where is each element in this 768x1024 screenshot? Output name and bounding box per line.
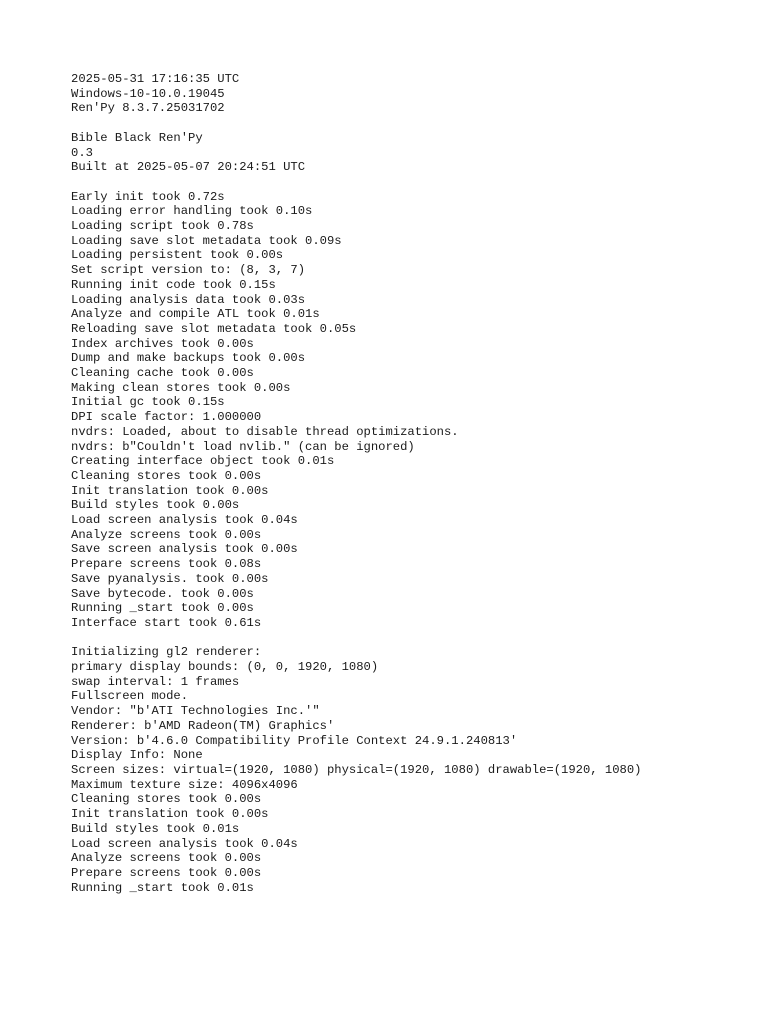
log-line: Analyze screens took 0.00s [71, 851, 262, 866]
log-renderer-block [71, 645, 761, 895]
log-line: Build styles took 0.01s [71, 821, 240, 836]
log-line: Init translation took 0.00s [71, 807, 269, 822]
log-line: Fullscreen mode. [71, 689, 189, 704]
log-line: Analyze screens took 0.00s [71, 527, 262, 542]
log-line: Loading analysis data took 0.03s [71, 292, 306, 307]
log-line: Interface start took 0.61s [71, 615, 262, 630]
log-line: Load screen analysis took 0.04s [71, 513, 298, 528]
log-line: Initial gc took 0.15s [71, 395, 225, 410]
log-line: Loading persistent took 0.00s [71, 248, 284, 263]
log-line: Initializing gl2 renderer: [71, 645, 262, 660]
log-line: Dump and make backups took 0.00s [71, 351, 306, 366]
log-line: Renderer: b'AMD Radeon(TM) Graphics' [71, 718, 335, 733]
log-line: Save pyanalysis. took 0.00s [71, 571, 269, 586]
log-line: Prepare screens took 0.08s [71, 557, 262, 572]
log-line: Cleaning stores took 0.00s [71, 468, 262, 483]
log-line: Loading error handling took 0.10s [71, 204, 313, 219]
log-line: nvdrs: b"Couldn't load nvlib." (can be ignored) [71, 439, 415, 454]
log-line: Save screen analysis took 0.00s [71, 542, 298, 557]
log-line: Display Info: None [71, 748, 203, 763]
log-header-block [71, 72, 761, 116]
log-line: Making clean stores took 0.00s [71, 380, 291, 395]
log-line: Analyze and compile ATL took 0.01s [71, 307, 320, 322]
log-line: Index archives took 0.00s [71, 336, 254, 351]
log-game-info-block [71, 131, 761, 175]
log-line: Save bytecode. took 0.00s [71, 586, 254, 601]
log-document [71, 72, 761, 910]
log-line: Load screen analysis took 0.04s [71, 836, 298, 851]
log-line: nvdrs: Loaded, about to disable thread optimizations. [71, 424, 459, 439]
log-line: Init translation took 0.00s [71, 483, 269, 498]
log-line: Reloading save slot metadata took 0.05s [71, 321, 357, 336]
log-line: Cleaning cache took 0.00s [71, 366, 254, 381]
log-line: Loading save slot metadata took 0.09s [71, 233, 342, 248]
log-line: Prepare screens took 0.00s [71, 865, 262, 880]
log-line: Maximum texture size: 4096x4096 [71, 777, 298, 792]
log-line: Windows-10-10.0.19045 [71, 86, 225, 101]
log-init-timings-block [71, 190, 761, 631]
log-line: Creating interface object took 0.01s [71, 454, 335, 469]
log-line: Ren'Py 8.3.7.25031702 [71, 101, 225, 116]
log-line: Running _start took 0.00s [71, 601, 254, 616]
log-line: primary display bounds: (0, 0, 1920, 1080) [71, 660, 379, 675]
log-line: Version: b'4.6.0 Compatibility Profile Context 24.9.1.240813' [71, 733, 518, 748]
log-line: Early init took 0.72s [71, 189, 225, 204]
log-line: Build styles took 0.00s [71, 498, 240, 513]
log-line: Loading script took 0.78s [71, 219, 254, 233]
log-line: Bible Black Ren'Py [71, 130, 203, 145]
log-line: Running init code took 0.15s [71, 277, 276, 292]
log-line: 2025-05-31 17:16:35 UTC [71, 72, 240, 86]
log-line: Vendor: "b'ATI Technologies Inc.'" [71, 704, 320, 719]
log-line: Set script version to: (8, 3, 7) [71, 263, 306, 278]
log-line: Screen sizes: virtual=(1920, 1080) physical=(1920, 1080) drawable=(1920, 1080) [71, 763, 642, 777]
log-line: 0.3 [71, 145, 93, 160]
log-line: Built at 2025-05-07 20:24:51 UTC [71, 160, 306, 175]
log-line: Cleaning stores took 0.00s [71, 792, 262, 807]
log-line: swap interval: 1 frames [71, 674, 240, 689]
log-line: Running _start took 0.01s [71, 880, 254, 895]
log-line: DPI scale factor: 1.000000 [71, 410, 262, 425]
